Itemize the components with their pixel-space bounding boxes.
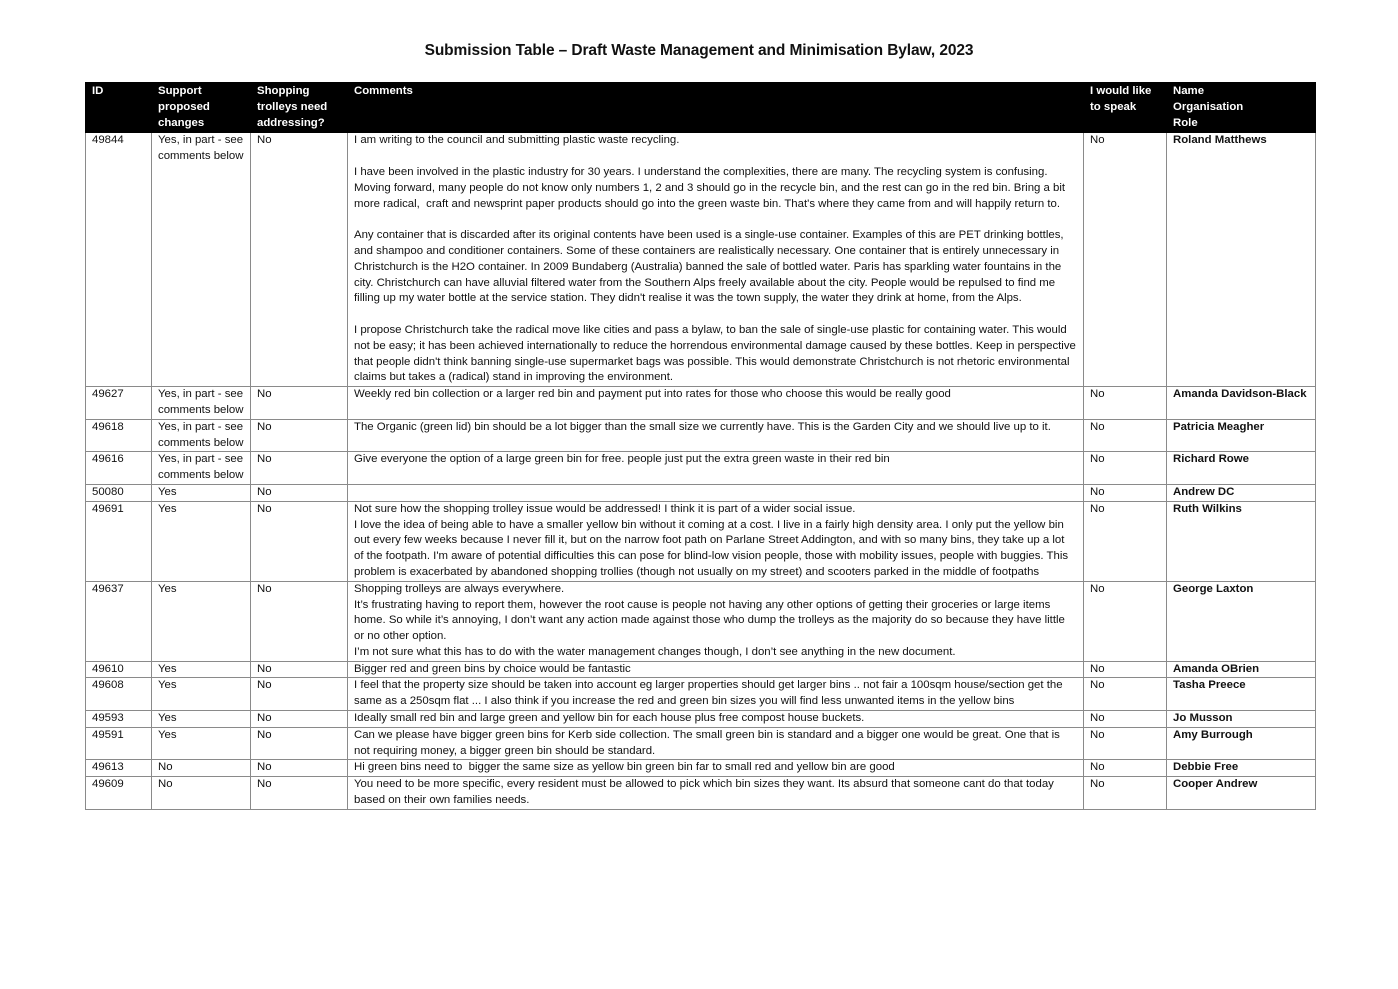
cell-support: Yes, in part - see comments below <box>152 452 251 485</box>
cell-trolleys: No <box>251 777 348 810</box>
cell-name: Richard Rowe <box>1167 452 1316 485</box>
cell-id: 49844 <box>86 133 152 387</box>
cell-comments: Not sure how the shopping trolley issue would be addressed! I think it is part of a wider social issue. I love the idea of being able to have a smaller yellow bin without it coming at a cost. I live in a fairly high density area. I only put the yellow bin out every few weeks because I never fill it, but on the narrow foot path on Parlane Street Addington, and with so many bins, they take up a lot of the footpath. I'm aware of potential difficulties this can pose for blind-low vision people, those with mobility issues, people with buggies. This problem is exacerbated by abandoned shopping trollies (though not usually on my street) and scooters parked in the middle of footpaths <box>348 501 1084 581</box>
header-support-line: proposed <box>158 100 210 113</box>
cell-name: Tasha Preece <box>1167 678 1316 711</box>
cell-comments: The Organic (green lid) bin should be a lot bigger than the small size we currently have. This is the Garden City and we should live up to it. <box>348 419 1084 452</box>
cell-speak: No <box>1084 452 1167 485</box>
cell-name: Patricia Meagher <box>1167 419 1316 452</box>
cell-trolleys: No <box>251 387 348 420</box>
cell-comments: I am writing to the council and submitting plastic waste recycling. I have been involved in the plastic industry for 30 years. I understand the complexities, there are many. The recycling system is confusing. Moving forward, many people do not know only numbers 1, 2 and 3 should go in the recycle bin, and the rest can go in the red bin. Bring a bit more radical, craft and newsprint paper products should go into the green waste bin. That's where they came from and will happily return to. Any container that is discarded after its original contents have been used is a single-use container. Examples of this are PET drinking bottles, and shampoo and conditioner containers. Some of these containers are realistically necessary. One container that is entirely unnecessary in Christchurch is the H2O container. In 2009 Bundaberg (Australia) banned the sale of bottled water. Paris has sparkling water fountains in the city. Christchurch can have alluvial filtered water from the Southern Alps freely available about the city. People would be repulsed to find me filling up my water bottle at the service station. They didn't realise it was the town supply, the water they drink at home, from the Alps. I propose Christchurch take the radical move like cities and pass a bylaw, to ban the sale of single-use plastic for containing water. This would not be easy; it has been achieved internationally to reduce the horrendous environmental damage caused by these bottles. Keep in perspective that people didn't think banning single-use supermarket bags was possible. This would demonstrate Christchurch is not rhetoric environmental claims but takes a (radical) stand in improving the environment. <box>348 133 1084 387</box>
header-support <box>152 83 251 133</box>
header-support-line: Support <box>158 85 202 97</box>
cell-trolleys: No <box>251 760 348 777</box>
table-row <box>86 501 1316 581</box>
table-row <box>86 711 1316 728</box>
cell-comments: Bigger red and green bins by choice would be fantastic <box>348 661 1084 678</box>
header-speak-line: I would like <box>1090 85 1152 97</box>
cell-speak: No <box>1084 760 1167 777</box>
cell-id: 49610 <box>86 661 152 678</box>
cell-name: Andrew DC <box>1167 484 1316 501</box>
cell-comments: Give everyone the option of a large green bin for free. people just put the extra green waste in their red bin <box>348 452 1084 485</box>
header-name-line: Role <box>1173 116 1198 129</box>
cell-support: Yes <box>152 501 251 581</box>
header-trolleys-line: addressing? <box>257 116 325 129</box>
cell-support: Yes <box>152 581 251 661</box>
cell-support: No <box>152 777 251 810</box>
cell-speak: No <box>1084 419 1167 452</box>
cell-comments: Can we please have bigger green bins for Kerb side collection. The small green bin is standard and a bigger one would be great. One that is not requiring money, a bigger green bin should be standard. <box>348 727 1084 760</box>
cell-comments: Hi green bins need to bigger the same size as yellow bin green bin far to small red and yellow bin are good <box>348 760 1084 777</box>
cell-speak: No <box>1084 133 1167 387</box>
cell-name: Roland Matthews <box>1167 133 1316 387</box>
cell-speak: No <box>1084 501 1167 581</box>
cell-id: 49608 <box>86 678 152 711</box>
table-row <box>86 581 1316 661</box>
table-row <box>86 387 1316 420</box>
page-title: Submission Table – Draft Waste Management and Minimisation Bylaw, 2023 <box>424 42 974 59</box>
cell-trolleys: No <box>251 452 348 485</box>
cell-trolleys: No <box>251 661 348 678</box>
cell-comments <box>348 484 1084 501</box>
cell-trolleys: No <box>251 501 348 581</box>
cell-id: 49613 <box>86 760 152 777</box>
cell-speak: No <box>1084 727 1167 760</box>
header-name-line: Name <box>1173 85 1205 97</box>
cell-speak: No <box>1084 678 1167 711</box>
cell-name: George Laxton <box>1167 581 1316 661</box>
cell-support: Yes <box>152 678 251 711</box>
cell-name: Jo Musson <box>1167 711 1316 728</box>
cell-name: Amanda Davidson-Black <box>1167 387 1316 420</box>
header-id: ID <box>86 83 152 133</box>
cell-trolleys: No <box>251 711 348 728</box>
table-row <box>86 133 1316 387</box>
table-row <box>86 777 1316 810</box>
header-comments: Comments <box>348 83 1084 133</box>
cell-support: Yes, in part - see comments below <box>152 419 251 452</box>
cell-id: 49616 <box>86 452 152 485</box>
submission-table <box>85 82 1316 810</box>
header-name <box>1167 83 1316 133</box>
cell-comments: Weekly red bin collection or a larger red bin and payment put into rates for those who choose this would be really good <box>348 387 1084 420</box>
cell-trolleys: No <box>251 581 348 661</box>
cell-id: 49591 <box>86 727 152 760</box>
table-row <box>86 727 1316 760</box>
cell-trolleys: No <box>251 133 348 387</box>
cell-speak: No <box>1084 484 1167 501</box>
cell-name: Cooper Andrew <box>1167 777 1316 810</box>
cell-comments: You need to be more specific, every resident must be allowed to pick which bin sizes they want. Its absurd that someone cant do that today based on their own families needs. <box>348 777 1084 810</box>
cell-support: Yes, in part - see comments below <box>152 387 251 420</box>
cell-id: 49637 <box>86 581 152 661</box>
header-trolleys <box>251 83 348 133</box>
cell-name: Ruth Wilkins <box>1167 501 1316 581</box>
cell-support: Yes <box>152 484 251 501</box>
cell-speak: No <box>1084 777 1167 810</box>
header-trolleys-line: trolleys need <box>257 100 328 113</box>
cell-name: Amanda OBrien <box>1167 661 1316 678</box>
cell-support: No <box>152 760 251 777</box>
cell-support: Yes, in part - see comments below <box>152 133 251 387</box>
cell-id: 50080 <box>86 484 152 501</box>
cell-comments: Ideally small red bin and large green and yellow bin for each house plus free compost house buckets. <box>348 711 1084 728</box>
cell-id: 49609 <box>86 777 152 810</box>
cell-id: 49618 <box>86 419 152 452</box>
header-speak <box>1084 83 1167 133</box>
cell-speak: No <box>1084 387 1167 420</box>
header-trolleys-line: Shopping <box>257 85 310 97</box>
cell-speak: No <box>1084 661 1167 678</box>
table-row <box>86 760 1316 777</box>
table-row <box>86 419 1316 452</box>
cell-trolleys: No <box>251 419 348 452</box>
cell-speak: No <box>1084 581 1167 661</box>
cell-support: Yes <box>152 711 251 728</box>
cell-name: Amy Burrough <box>1167 727 1316 760</box>
header-support-line: changes <box>158 116 205 129</box>
table-row <box>86 678 1316 711</box>
cell-support: Yes <box>152 661 251 678</box>
table-row <box>86 452 1316 485</box>
cell-speak: No <box>1084 711 1167 728</box>
cell-trolleys: No <box>251 484 348 501</box>
cell-id: 49593 <box>86 711 152 728</box>
cell-id: 49691 <box>86 501 152 581</box>
cell-support: Yes <box>152 727 251 760</box>
cell-trolleys: No <box>251 678 348 711</box>
cell-name: Debbie Free <box>1167 760 1316 777</box>
cell-id: 49627 <box>86 387 152 420</box>
cell-comments: Shopping trolleys are always everywhere. It’s frustrating having to report them, however the root cause is people not having any other options of getting their groceries or large items home. So while it’s annoying, I don’t want any action made against those who dump the trolleys as the majority do so because they have little or no other option. I’m not sure what this has to do with the water management changes though, I don’t see anything in the new document. <box>348 581 1084 661</box>
cell-trolleys: No <box>251 727 348 760</box>
table-header-row <box>86 83 1316 133</box>
header-speak-line: to speak <box>1090 100 1137 113</box>
header-name-line: Organisation <box>1173 100 1244 113</box>
table-row <box>86 484 1316 501</box>
cell-comments: I feel that the property size should be taken into account eg larger properties should get larger bins .. not fair a 100sqm house/section get the same as a 250sqm flat ... I also think if you increase the red and green bin sizes you will find less unwanted items in the yellow bins <box>348 678 1084 711</box>
table-row <box>86 661 1316 678</box>
